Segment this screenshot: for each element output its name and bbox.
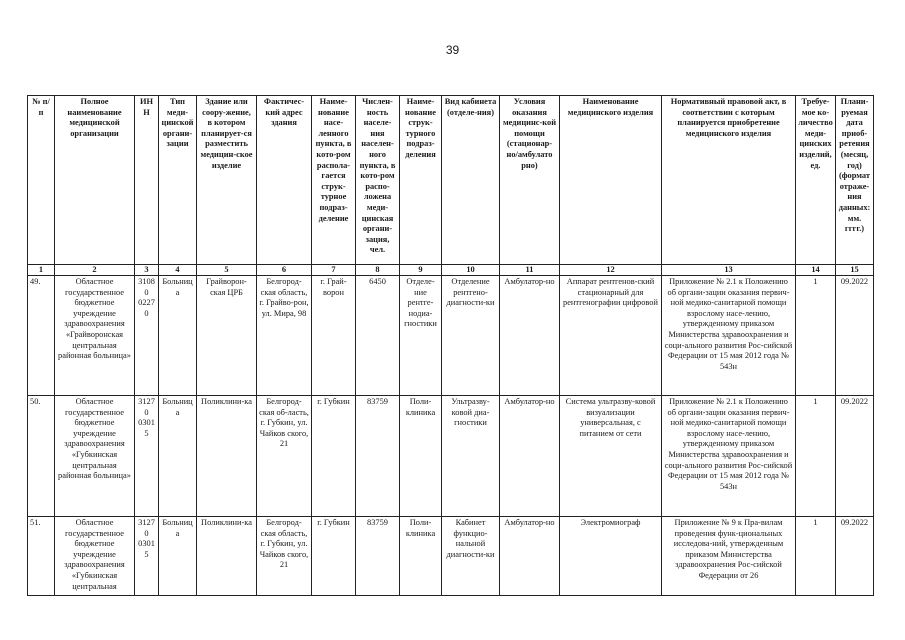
cabinet-type: Кабинет функцио-нальной диагности-ки (442, 517, 500, 596)
column-number-row (28, 265, 874, 276)
header-cell-subdivision: Наиме-нование струк-турного подраз-деления (400, 96, 442, 265)
settlement: г. Грай-ворон (312, 276, 356, 396)
registry-table (27, 95, 874, 596)
header-cell-date: Плани-руемая дата приоб-ретения (месяц, год) (формат отраже-ния данных: мм. гггг.) (836, 96, 874, 265)
header-cell-type: Тип меди-цинской органи-зации (159, 96, 197, 265)
device-name: Система ультразву-ковой визуализации универсальная, с питанием от сети (560, 396, 662, 517)
cabinet-type: Отделение рентгено-диагности-ки (442, 276, 500, 396)
header-cell-num: № п/п (28, 96, 55, 265)
page-number: 39 (445, 43, 460, 57)
settlement: г. Губкин (312, 396, 356, 517)
table-row (28, 276, 874, 396)
header-row (28, 96, 874, 265)
subdivision: Отделе-ние рентге-нодиа-гностики (400, 276, 442, 396)
inn: 31080 02270 (135, 276, 159, 396)
purchase-date: 09.2022 (836, 517, 874, 596)
column-number: 4 (159, 265, 197, 276)
cabinet-type: Ультразву-ковой диа-гностики (442, 396, 500, 517)
organization-name: Областное государственное бюджетное учреждение здравоохранения «Губкинская центральная (55, 517, 135, 596)
organization-type: Больница (159, 276, 197, 396)
header-cell-org: Полное наименование медицинской организации (55, 96, 135, 265)
address: Белгород-ская область, г. Губкин, ул. Чайков ского, 21 (257, 517, 312, 596)
device-name: Электромиограф (560, 517, 662, 596)
purchase-date: 09.2022 (836, 396, 874, 517)
population: 6450 (356, 276, 400, 396)
address: Белгород-ская область, г. Грайво-рон, ул. Мира, 98 (257, 276, 312, 396)
column-number: 7 (312, 265, 356, 276)
population: 83759 (356, 396, 400, 517)
column-number: 1 (28, 265, 55, 276)
inn: 31270 03015 (135, 517, 159, 596)
organization-name: Областное государственное бюджетное учреждение здравоохранения «Губкинская центральная районная больница» (55, 396, 135, 517)
organization-type: Больница (159, 517, 197, 596)
building: Грайворон-ская ЦРБ (197, 276, 257, 396)
header-cell-qty: Требуе-мое ко-личество меди-цинских изделий, ед. (796, 96, 836, 265)
column-number: 3 (135, 265, 159, 276)
subdivision: Поли-клиника (400, 517, 442, 596)
care-conditions: Амбулатор-но (500, 276, 560, 396)
header-cell-settlement: Наиме-нование насе-ленного пункта, в кото-ром распола-гается струк-турное подраз-деление (312, 96, 356, 265)
address: Белгород-ская об-ласть, г. Губкин, ул. Чайков ского, 21 (257, 396, 312, 517)
column-number: 13 (662, 265, 796, 276)
inn: 31270 03015 (135, 396, 159, 517)
header-cell-device: Наименование медицинского изделия (560, 96, 662, 265)
care-conditions: Амбулатор-но (500, 517, 560, 596)
column-number: 2 (55, 265, 135, 276)
header-cell-conditions: Условия оказания медицинс-кой помощи (стационар-но/амбулато рно) (500, 96, 560, 265)
device-name: Аппарат рентгенов-ский стационарный для рентгенографии цифровой (560, 276, 662, 396)
building: Поликлини-ка (197, 517, 257, 596)
row-number: 50. (28, 396, 55, 517)
quantity: 1 (796, 396, 836, 517)
header-cell-building: Здание или соору-жение, в котором планирует-ся разместить медицин-ское изделие (197, 96, 257, 265)
legal-act: Приложение № 2.1 к Положению об органи-зации оказания первич-ной медико-санитарной помощи взрослому насе-лению, утвержденному приказом Министерства здравоохранения и соци-ального развития Рос-сийской Федерации от 15 мая 2012 года № 543н (662, 276, 796, 396)
subdivision: Поли-клиника (400, 396, 442, 517)
column-number: 5 (197, 265, 257, 276)
quantity: 1 (796, 276, 836, 396)
purchase-date: 09.2022 (836, 276, 874, 396)
settlement: г. Губкин (312, 517, 356, 596)
header-cell-cabinet: Вид кабинета (отделе-ния) (442, 96, 500, 265)
legal-act: Приложение № 9 к Пра-вилам проведения функ-циональных исследова-ний, утвержденным приказом Министерства здравоохранения Рос-сийской Федерации от 26 (662, 517, 796, 596)
column-number: 12 (560, 265, 662, 276)
column-number: 9 (400, 265, 442, 276)
header-cell-act: Нормативный правовой акт, в соответствии с которым планируется приобретение медицинского изделия (662, 96, 796, 265)
care-conditions: Амбулатор-но (500, 396, 560, 517)
column-number: 15 (836, 265, 874, 276)
building: Поликлини-ка (197, 396, 257, 517)
header-cell-inn: ИНН (135, 96, 159, 265)
header-cell-address: Фактичес-кий адрес здания (257, 96, 312, 265)
column-number: 11 (500, 265, 560, 276)
organization-type: Больница (159, 396, 197, 517)
table-row (28, 517, 874, 596)
column-number: 10 (442, 265, 500, 276)
quantity: 1 (796, 517, 836, 596)
header-cell-population: Числен-ность населе-ния населен-ного пункта, в кото-ром распо-ложена меди-цинская органи-зация, чел. (356, 96, 400, 265)
row-number: 49. (28, 276, 55, 396)
legal-act: Приложение № 2.1 к Положению об органи-зации оказания первич-ной медико-санитарной помощи взрослому насе-лению, утвержденному приказом Министерства здравоохранения и соци-ального развития Рос-сийской Федерации от 15 мая 2012 года № 543н (662, 396, 796, 517)
column-number: 14 (796, 265, 836, 276)
row-number: 51. (28, 517, 55, 596)
column-number: 8 (356, 265, 400, 276)
column-number: 6 (257, 265, 312, 276)
organization-name: Областное государственное бюджетное учреждение здравоохранения «Грайворонская центральная районная больница» (55, 276, 135, 396)
population: 83759 (356, 517, 400, 596)
table-row (28, 396, 874, 517)
